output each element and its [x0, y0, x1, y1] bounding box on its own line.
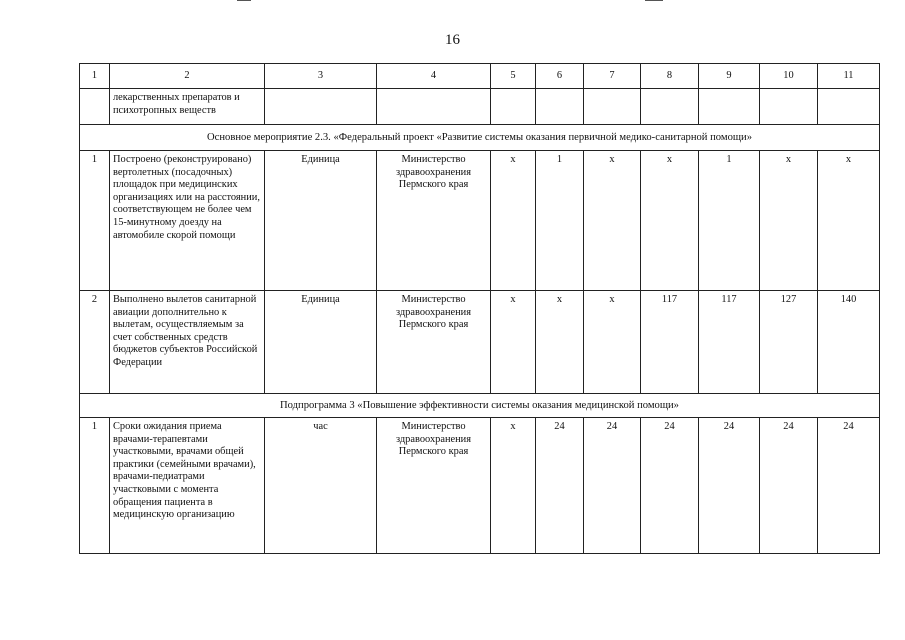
table-row — [80, 291, 880, 394]
value-cell: 24 — [699, 418, 760, 554]
value-cell: 24 — [760, 418, 818, 554]
header-cell: 7 — [584, 64, 641, 89]
subprogram-heading-row — [80, 394, 880, 418]
value-cell: х — [818, 151, 880, 291]
header-cell: 10 — [760, 64, 818, 89]
value-cell — [818, 89, 880, 125]
value-cell: 1 — [536, 151, 584, 291]
section-heading-row — [80, 125, 880, 151]
header-cell: 11 — [818, 64, 880, 89]
number-cell: 1 — [80, 151, 110, 291]
unit-cell: час — [265, 418, 377, 554]
value-cell: 24 — [536, 418, 584, 554]
header-cell: 9 — [699, 64, 760, 89]
executor-cell: Министерство здравоохранения Пермского края — [377, 151, 491, 291]
scan-artifact-line — [237, 0, 251, 1]
unit-cell — [265, 89, 377, 125]
value-cell: 24 — [641, 418, 699, 554]
number-cell: 1 — [80, 418, 110, 554]
indicator-name-cell: Построено (реконструировано) вертолетных (посадочных) площадок при медицинских организациях или на расстоянии, соответствующем не более чем 15-минутному доезду на автомобиле скорой помощи — [110, 151, 265, 291]
value-cell: 24 — [818, 418, 880, 554]
subprogram-title: Подпрограмма 3 «Повышение эффективности системы оказания медицинской помощи» — [80, 394, 880, 418]
value-cell: х — [584, 291, 641, 394]
table-row — [80, 89, 880, 125]
section-title: Основное мероприятие 2.3. «Федеральный проект «Развитие системы оказания первичной медико-санитарной помощи» — [80, 125, 880, 151]
value-cell — [699, 89, 760, 125]
header-cell: 5 — [491, 64, 536, 89]
value-cell: 117 — [641, 291, 699, 394]
indicator-name-cell: Сроки ожидания приема врачами-терапевтами участковыми, врачами общей практики (семейными врачами), врачами-педиатрами участковыми с момента обращения пациента в медицинскую организацию — [110, 418, 265, 554]
scan-artifact-line — [645, 0, 663, 1]
executor-cell — [377, 89, 491, 125]
value-cell — [536, 89, 584, 125]
header-cell: 3 — [265, 64, 377, 89]
number-cell: 2 — [80, 291, 110, 394]
header-cell: 6 — [536, 64, 584, 89]
indicator-name-cell: Выполнено вылетов санитарной авиации дополнительно к вылетам, осуществляемым за счет собственных средств бюджетов субъектов Российской Федерации — [110, 291, 265, 394]
value-cell: х — [584, 151, 641, 291]
value-cell: х — [491, 418, 536, 554]
value-cell: 24 — [584, 418, 641, 554]
value-cell: х — [536, 291, 584, 394]
table-row — [80, 418, 880, 554]
value-cell: 140 — [818, 291, 880, 394]
value-cell: х — [641, 151, 699, 291]
header-cell: 2 — [110, 64, 265, 89]
value-cell: 127 — [760, 291, 818, 394]
value-cell: х — [491, 291, 536, 394]
header-cell: 4 — [377, 64, 491, 89]
value-cell — [584, 89, 641, 125]
indicators-table — [79, 63, 880, 554]
value-cell: 1 — [699, 151, 760, 291]
page-number: 16 — [445, 32, 460, 48]
header-cell: 1 — [80, 64, 110, 89]
table-header-row — [80, 64, 880, 89]
value-cell: х — [491, 151, 536, 291]
executor-cell: Министерство здравоохранения Пермского края — [377, 418, 491, 554]
value-cell: 117 — [699, 291, 760, 394]
value-cell — [641, 89, 699, 125]
table-row — [80, 151, 880, 291]
header-cell: 8 — [641, 64, 699, 89]
unit-cell: Единица — [265, 291, 377, 394]
indicator-name-cell: лекарственных препаратов и психотропных веществ — [110, 89, 265, 125]
value-cell — [491, 89, 536, 125]
value-cell — [760, 89, 818, 125]
executor-cell: Министерство здравоохранения Пермского края — [377, 291, 491, 394]
unit-cell: Единица — [265, 151, 377, 291]
value-cell: х — [760, 151, 818, 291]
number-cell — [80, 89, 110, 125]
